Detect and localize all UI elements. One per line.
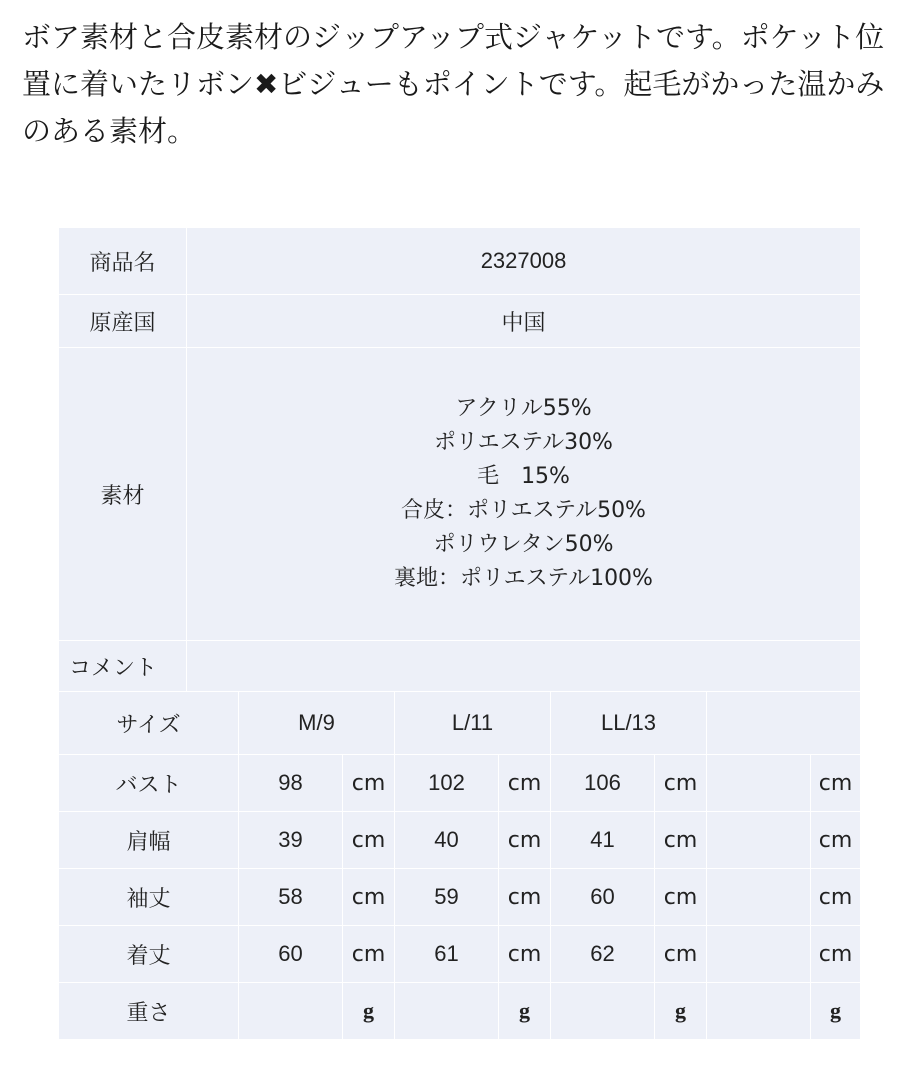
sleeve-value: 58 <box>239 869 343 926</box>
material-value <box>187 348 861 641</box>
unit-cm: cm <box>499 869 551 926</box>
unit-g: g <box>343 983 395 1040</box>
row-weight <box>59 983 861 1040</box>
weight-value <box>395 983 499 1040</box>
unit-cm: cm <box>499 755 551 812</box>
spec-table <box>58 227 861 1040</box>
length-value <box>707 926 811 983</box>
description-text-1: ボア素材と合皮素材のジップアップ式ジャケットです。ポケット位置に着いたリボン <box>22 20 885 101</box>
unit-cm: cm <box>811 869 861 926</box>
sleeve-value: 59 <box>395 869 499 926</box>
shoulder-value <box>707 812 811 869</box>
bust-value: 106 <box>551 755 655 812</box>
row-shoulder <box>59 812 861 869</box>
sleeve-value <box>707 869 811 926</box>
bust-value: 102 <box>395 755 499 812</box>
comment-value <box>187 641 861 692</box>
origin-label: 原産国 <box>59 295 187 348</box>
unit-g: g <box>811 983 861 1040</box>
size-l11: L/11 <box>395 692 551 755</box>
size-label: サイズ <box>59 692 239 755</box>
row-origin <box>59 295 861 348</box>
unit-cm: cm <box>655 926 707 983</box>
row-size-header <box>59 692 861 755</box>
unit-cm: cm <box>655 869 707 926</box>
unit-cm: cm <box>655 755 707 812</box>
shoulder-value: 39 <box>239 812 343 869</box>
row-sleeve <box>59 869 861 926</box>
unit-cm: cm <box>655 812 707 869</box>
length-value: 60 <box>239 926 343 983</box>
sleeve-value: 60 <box>551 869 655 926</box>
weight-value <box>707 983 811 1040</box>
sleeve-label: 袖丈 <box>59 869 239 926</box>
material-line: アクリル55% <box>455 396 592 421</box>
shoulder-value: 41 <box>551 812 655 869</box>
unit-cm: cm <box>811 755 861 812</box>
unit-cm: cm <box>811 812 861 869</box>
row-comment <box>59 641 861 692</box>
weight-label: 重さ <box>59 983 239 1040</box>
row-product-name <box>59 228 861 295</box>
weight-value <box>551 983 655 1040</box>
row-length <box>59 926 861 983</box>
length-value: 61 <box>395 926 499 983</box>
shoulder-value: 40 <box>395 812 499 869</box>
unit-g: g <box>655 983 707 1040</box>
unit-cm: cm <box>343 926 395 983</box>
unit-cm: cm <box>811 926 861 983</box>
comment-label: コメント <box>59 641 187 692</box>
bust-value <box>707 755 811 812</box>
origin-value: 中国 <box>187 295 861 348</box>
unit-cm: cm <box>499 926 551 983</box>
material-line: ポリエステル30% <box>434 430 613 455</box>
length-value: 62 <box>551 926 655 983</box>
unit-cm: cm <box>343 812 395 869</box>
length-label: 着丈 <box>59 926 239 983</box>
material-label: 素材 <box>59 348 187 641</box>
product-name-label: 商品名 <box>59 228 187 295</box>
shoulder-label: 肩幅 <box>59 812 239 869</box>
cross-icon: ✖ <box>254 67 279 101</box>
material-line: 合皮：ポリエステル50% <box>401 498 646 523</box>
unit-g: g <box>499 983 551 1040</box>
weight-value <box>239 983 343 1040</box>
unit-cm: cm <box>343 755 395 812</box>
material-line: 毛 15% <box>477 464 570 489</box>
size-ll13: LL/13 <box>551 692 707 755</box>
row-bust <box>59 755 861 812</box>
product-name-value: 2327008 <box>187 228 861 295</box>
description-text-2: ビジューもポイントです。起毛がかった温かみのある素材。 <box>22 67 885 148</box>
bust-value: 98 <box>239 755 343 812</box>
bust-label: バスト <box>59 755 239 812</box>
product-description <box>22 14 892 155</box>
unit-cm: cm <box>343 869 395 926</box>
material-line: ポリウレタン50% <box>433 532 614 557</box>
size-empty <box>707 692 861 755</box>
row-material <box>59 348 861 641</box>
unit-cm: cm <box>499 812 551 869</box>
size-m9: M/9 <box>239 692 395 755</box>
material-line: 裏地：ポリエステル100% <box>394 566 653 591</box>
